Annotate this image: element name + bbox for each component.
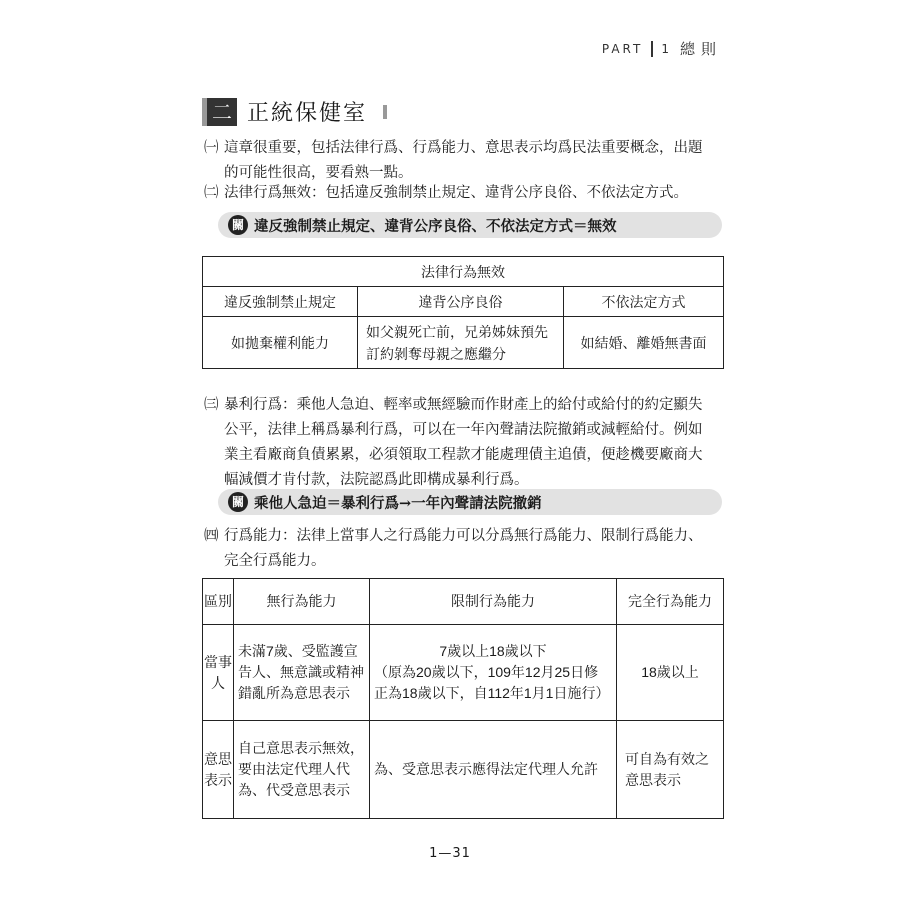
table-header: 完全行為能力 xyxy=(617,579,724,625)
running-header xyxy=(602,38,722,59)
key-point-text: 違反強制禁止規定、違背公序良俗、不依法定方式＝無效 xyxy=(254,217,617,235)
table-cell: 18歲以上 xyxy=(617,625,724,721)
key-point-bar xyxy=(218,489,722,515)
paragraph-line: 業主看廠商負債累累，必須領取工程款才能處理債主追債，便趁機要廠商大 xyxy=(224,447,703,463)
chapter-title: 總則 xyxy=(679,40,722,58)
capacity-table xyxy=(202,578,724,819)
table-header: 無行為能力 xyxy=(234,579,370,625)
page-number: 1—31 xyxy=(429,846,471,861)
table-header: 違反強制禁止規定 xyxy=(203,287,358,317)
paragraph-number: ㈣ xyxy=(204,528,219,544)
table-header: 違背公序良俗 xyxy=(358,287,564,317)
age-range: 7歲以上18歲以下 xyxy=(439,643,547,659)
paragraph-3 xyxy=(204,393,724,493)
table-cell: 未滿7歲、受監護宣告人、無意識或精神錯亂所為意思表示 xyxy=(234,625,370,721)
paragraph-line: 這章很重要，包括法律行爲、行爲能力、意思表示均爲民法重要概念，出題 xyxy=(224,140,703,156)
paragraph-line: 行爲能力：法律上當事人之行爲能力可以分爲無行爲能力、限制行爲能力、 xyxy=(224,528,703,544)
paragraph-line: 幅減價才肯付款，法院認爲此即構成暴利行爲。 xyxy=(224,472,529,488)
table-cell: 可自為有效之意思表示 xyxy=(617,721,724,819)
paragraph-1 xyxy=(204,136,724,186)
paragraph-number: ㈠ xyxy=(204,140,219,156)
paragraph-number: ㈡ xyxy=(204,185,219,201)
table-title: 法律行為無效 xyxy=(203,257,724,287)
paragraph-2 xyxy=(204,181,724,206)
paragraph-line: 完全行爲能力。 xyxy=(224,553,326,569)
corner-label: 區別 xyxy=(203,579,234,625)
section-heading xyxy=(202,96,387,127)
row-label: 當事人 xyxy=(203,625,234,721)
key-icon: 關 xyxy=(228,492,248,512)
table-cell: 如結婚、離婚無書面 xyxy=(564,317,724,369)
key-point-text: 乘他人急迫＝暴利行爲→一年內聲請法院撤銷 xyxy=(254,494,542,512)
table-header: 不依法定方式 xyxy=(564,287,724,317)
table-cell: 為、受意思表示應得法定代理人允許 xyxy=(370,721,617,819)
paragraph-line: 法律行爲無效：包括違反強制禁止規定、違背公序良俗、不依法定方式。 xyxy=(224,185,688,201)
table-cell: 如拋棄權利能力 xyxy=(203,317,358,369)
paragraph-line: 暴利行爲：乘他人急迫、輕率或無經驗而作財產上的給付或給付的約定顯失 xyxy=(224,397,703,413)
header-divider xyxy=(651,41,653,57)
paragraph-line: 的可能性很高，要看熟一點。 xyxy=(224,165,413,181)
paragraph-number: ㈢ xyxy=(204,397,219,413)
part-number: 1 xyxy=(661,41,672,56)
table-header: 限制行為能力 xyxy=(370,579,617,625)
paragraph-4 xyxy=(204,524,724,574)
section-title: 正統保健室 xyxy=(247,101,368,126)
section-number: 二 xyxy=(202,98,237,126)
key-icon: 關 xyxy=(228,215,248,235)
table-cell: 如父親死亡前，兄弟姊妹預先訂約剝奪母親之應繼分 xyxy=(358,317,564,369)
section-mark-icon xyxy=(383,105,387,119)
table-cell: 自己意思表示無效，要由法定代理人代為、代受意思表示 xyxy=(234,721,370,819)
table-cell xyxy=(370,625,617,721)
row-label: 意思表示 xyxy=(203,721,234,819)
part-label: PART xyxy=(601,41,644,56)
amendment-note: （原為20歲以下，109年12月25日修正為18歲以下，自112年1月1日施行） xyxy=(374,664,610,701)
key-point-bar xyxy=(218,212,722,238)
paragraph-line: 公平，法律上稱爲暴利行爲，可以在一年內聲請法院撤銷或減輕給付。例如 xyxy=(224,422,703,438)
invalid-act-table xyxy=(202,256,724,369)
